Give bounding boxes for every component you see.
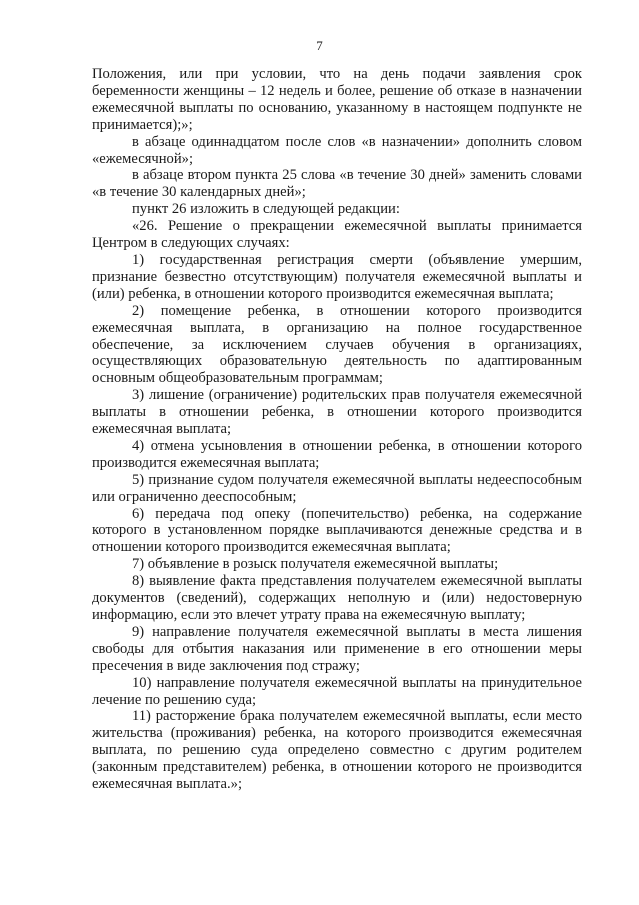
list-item-4: 4) отмена усыновления в отношении ребенка, в отношении которого производится ежемесячная выплата; <box>92 437 582 471</box>
list-item-2: 2) помещение ребенка, в отношении которого производится ежемесячная выплата, в организацию на полное государственное обеспечение, за исключением случаев обучения в организациях, осуществляющих образовательную деятельность по адаптированным основным общеобразовательным программам; <box>92 302 582 387</box>
list-item-11: 11) расторжение брака получателем ежемесячной выплаты, если место жительства (проживания) ребенка, на которого производится ежемесячная выплата, по решению суда определено совместно с другим родителем (законным представителем) ребенка, в отношении которого не производится ежемесячная выплата.»; <box>92 708 582 793</box>
paragraph-continuation: Положения, или при условии, что на день подачи заявления срок беременности женщины – 12 недель и более, решение об отказе в назначении ежемесячной выплаты по основанию, указанному в настоящем подпункте не принимается);»; <box>92 66 582 133</box>
paragraph-point-26-intro: пункт 26 изложить в следующей редакции: <box>132 201 400 218</box>
list-item-3: 3) лишение (ограничение) родительских прав получателя ежемесячной выплаты в отношении ребенка, в отношении которого производится ежемесячная выплата; <box>92 387 582 438</box>
list-item-6: 6) передача под опеку (попечительство) ребенка, на содержание которого в установленном порядке выплачиваются денежные средства и в отношении которого производится ежемесячная выплата; <box>92 505 582 556</box>
page-number: 7 <box>316 38 323 53</box>
document-body <box>92 66 582 793</box>
list-item-9: 9) направление получателя ежемесячной выплаты в места лишения свободы для отбытия наказания или применение в его отношении меры пресечения в виде заключения под стражу; <box>92 623 582 674</box>
list-item-10: 10) направление получателя ежемесячной выплаты на принудительное лечение по решению суда; <box>92 674 582 708</box>
list-item-7: 7) объявление в розыск получателя ежемесячной выплаты; <box>132 556 499 573</box>
list-item-8: 8) выявление факта представления получателем ежемесячной выплаты документов (сведений), содержащих неполную и (или) недостоверную информацию, если это влечет утрату права на ежемесячную выплату; <box>92 573 582 623</box>
paragraph-amend-abzac-11: в абзаце одиннадцатом после слов «в назначении» дополнить словом «ежемесячной»; <box>92 133 582 167</box>
paragraph-amend-point-25: в абзаце втором пункта 25 слова «в течение 30 дней» заменить словами «в течение 30 календарных дней»; <box>92 167 582 201</box>
list-item-1: 1) государственная регистрация смерти (объявление умершим, признание безвестно отсутствующим) получателя ежемесячной выплаты и (или) ребенка, в отношении которого производится ежемесячная выплата; <box>92 251 582 302</box>
list-item-5: 5) признание судом получателя ежемесячной выплаты недееспособным или ограниченно дееспособным; <box>92 471 582 505</box>
paragraph-point-26-heading: «26. Решение о прекращении ежемесячной выплаты принимается Центром в следующих случаях: <box>92 218 582 252</box>
